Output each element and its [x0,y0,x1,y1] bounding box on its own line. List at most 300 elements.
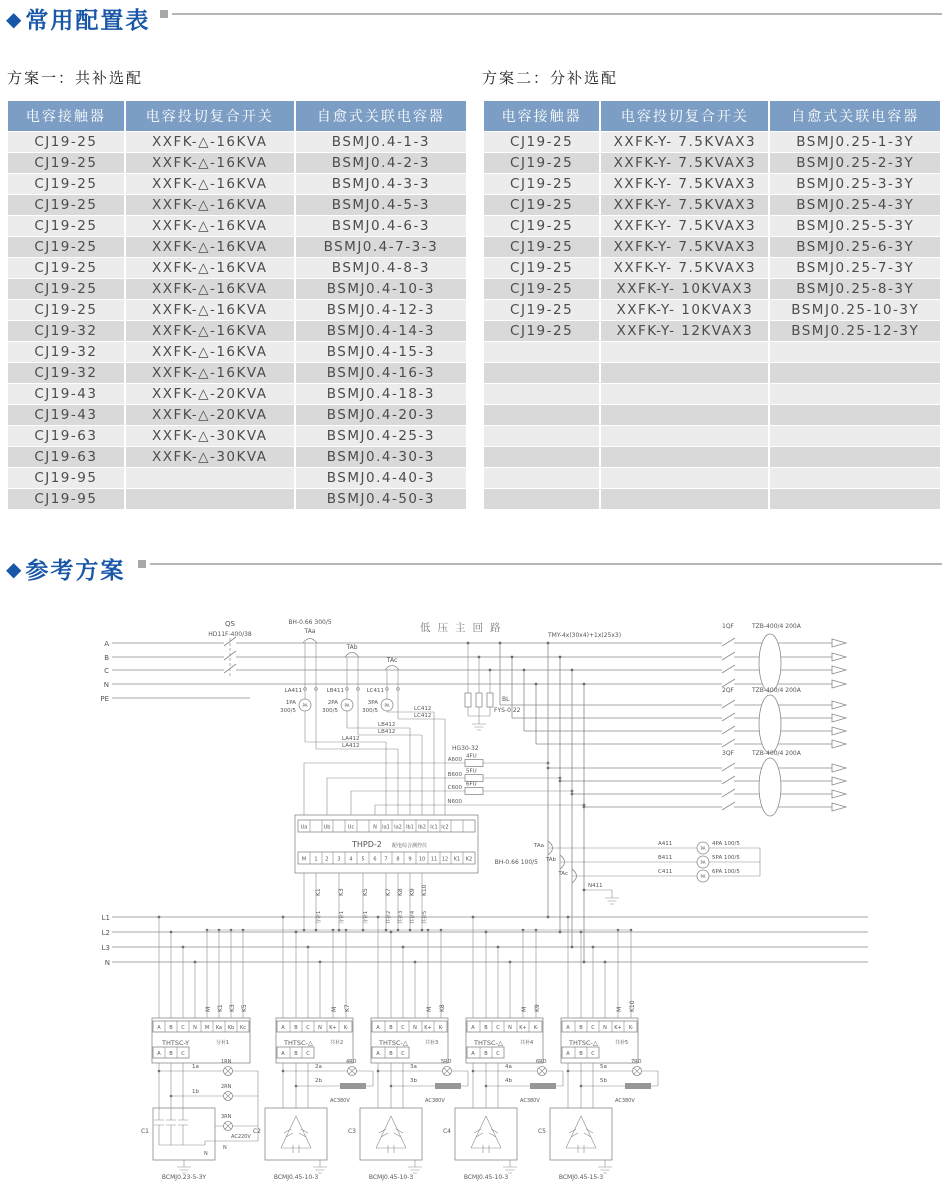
2pa-ratio-label: 300/5 [322,708,338,714]
table-cell: XXFK-Y- 12KVAX3 [601,321,768,341]
table-cell [770,384,940,404]
terminal-b: B [579,1025,583,1031]
table-row [8,279,466,299]
table-cell: BSMJ0.4-2-3 [296,153,466,173]
phase-a-label: A [104,640,109,648]
table-row [484,132,940,152]
m-wire-label: M [426,1006,433,1012]
4pa-label: 4PA 100/5 [712,841,740,847]
table-cell: XXFK-Y- 7.5KVAX3 [601,174,768,194]
terminal-5: 5 [361,856,365,863]
b600-label: B600 [447,772,462,778]
table-cell: CJ19-32 [8,342,124,362]
table-cell: BSMJ0.4-7-3-3 [296,237,466,257]
table-cell: BSMJ0.4-12-3 [296,300,466,320]
terminal-ka: Ka [215,1025,223,1031]
table-cell: BSMJ0.4-18-3 [296,384,466,404]
table-row [484,468,940,488]
ammeters-1pa-2pa-3pa [280,699,393,714]
group3-wire-tag: 共补3 [398,910,404,924]
terminal-ic2: Ic2 [441,824,449,831]
table-row [484,216,940,236]
terminal-a: A [157,1025,161,1031]
table-row [484,342,940,362]
table-row [8,237,466,257]
terminal-c: C [181,1025,185,1031]
terminal-c: C [401,1025,405,1031]
table-cell [601,426,768,446]
tac-100-5-label: TAc [558,871,568,877]
terminal-k1: K1 [453,856,461,863]
terminal-c: C [496,1025,500,1031]
lamp-6rd-label: 6RD [536,1059,547,1065]
tab-100-5-label: TAb [545,857,556,863]
a600-label: A600 [447,757,462,763]
l2-label: L2 [101,929,110,937]
terminal-ib1: Ib1 [406,824,414,831]
table-row [484,195,940,215]
terminal-n: N [413,1025,417,1031]
wire-4b-label: 4b [505,1078,512,1084]
taa-label: TAa [304,628,316,635]
2qf-model-label: TZB-400/4 200A [752,687,801,694]
table-row [484,384,940,404]
terminal-uc: Uc [347,824,355,831]
table-row [8,342,466,362]
table-cell: CJ19-25 [8,300,124,320]
distribution-buses [102,914,868,967]
thtsc-delta-box [276,1018,353,1063]
table-cell: BSMJ0.25-2-3Y [770,153,940,173]
wire-2a-label: 2a [315,1064,322,1070]
ammeter-icon: PA [344,703,350,708]
thpd-subtitle: 配电综合测控仪 [392,843,428,849]
table-cell: XXFK-△-16KVA [126,258,294,278]
table-cell: XXFK-Y- 7.5KVAX3 [601,216,768,236]
terminal-c: C [181,1051,185,1057]
table-cell: CJ19-25 [484,237,599,257]
lb412-label: LB412 [378,722,396,728]
c1-model-label: BCMJ0.23-5-3Y [161,1174,207,1181]
terminal-4: 4 [349,856,353,863]
table-cell: CJ19-25 [8,216,124,236]
section2-title-text: 参考方案 [25,558,126,584]
table-cell: BSMJ0.4-16-3 [296,363,466,383]
table-cell: XXFK-△-16KVA [126,321,294,341]
3qf-model-label: TZB-400/4 200A [752,750,801,757]
table-cell: XXFK-△-16KVA [126,342,294,362]
ammeter-icon: PA [700,860,706,865]
1pa-ratio-label: 300/5 [280,708,296,714]
c2-label: C2 [252,1128,261,1135]
terminal-a: A [566,1051,570,1057]
table-cell: BSMJ0.25-4-3Y [770,195,940,215]
box1-name: THTSC-Y [162,1039,190,1047]
table-cell: XXFK-△-20KVA [126,405,294,425]
table-row [484,153,940,173]
k9-wire-label: K9 [409,888,416,896]
table-header-row [8,101,466,131]
ac380v-label: AC380V [615,1098,635,1104]
phase-pe-label: PE [100,695,109,703]
c600-label: C600 [447,785,462,791]
k1-wire-label: K1 [315,888,322,896]
table-cell: XXFK-Y- 10KVAX3 [601,300,768,320]
taa-100-5-label: TAa [533,843,544,849]
6fu-label: 6FU [466,781,477,788]
terminal-k-plus: K+ [614,1025,622,1031]
group5-output-circuit [567,1059,658,1108]
table-row [8,447,466,467]
c1-n-label: N [204,1151,208,1157]
wire-3b-label: 3b [410,1078,417,1084]
table-row [484,426,940,446]
group1-wire-tag: 分补1 [339,910,345,924]
feeder-2qf [500,687,846,753]
table-cell: CJ19-25 [8,132,124,152]
3pa-ratio-label: 300/5 [362,708,378,714]
col-header-contactor: 电容接触器 [484,101,599,131]
table-cell: BSMJ0.25-5-3Y [770,216,940,236]
ac220v-label: AC220V [231,1134,251,1140]
l3-label: L3 [101,944,110,952]
terminal-a: A [376,1051,380,1057]
current-transformers-100-5 [495,841,760,904]
terminal-b: B [389,1025,393,1031]
ammeter-icon: PA [700,874,706,879]
lc412-label: LC412 [414,713,432,719]
k10-wire-label: K10 [421,884,428,896]
table-cell: XXFK-△-16KVA [126,195,294,215]
thpd-name: THPD-2 [352,840,382,849]
wire-1b-label: 1b [192,1089,199,1095]
table-cell: CJ19-25 [484,195,599,215]
section1-title-text: 常用配置表 [25,8,151,34]
table-cell: CJ19-63 [8,426,124,446]
table-row [8,363,466,383]
terminal-k2: K2 [465,856,473,863]
box3-tag: 共补3 [425,1040,439,1046]
terminal-n: N [508,1025,512,1031]
section1-title [6,2,150,35]
table-row [8,258,466,278]
c2-model-label: BCMJ0.45-10-3 [273,1174,319,1181]
scheme1-subtitle: 方案一：共补选配 [7,69,144,87]
table-cell: BSMJ0.4-5-3 [296,195,466,215]
terminal-c: C [591,1051,595,1057]
table-cell: CJ19-43 [8,384,124,404]
table-cell [484,447,599,467]
table-cell: CJ19-25 [8,153,124,173]
terminal-a: A [157,1051,161,1057]
col-header-capacitor: 自愈式关联电容器 [770,101,940,131]
c1-label: C1 [140,1128,149,1135]
col-header-capacitor: 自愈式关联电容器 [296,101,466,131]
table-cell: BSMJ0.4-10-3 [296,279,466,299]
table-row [8,426,466,446]
lamp-3rn-label: 3RN [221,1114,232,1120]
thtsc-delta-boxes [276,1018,638,1063]
la412-label: LA412 [342,736,360,742]
table-cell [484,342,599,362]
table-row [8,468,466,488]
scheme1-table [6,100,468,510]
table-row [484,489,940,509]
table-cell: CJ19-25 [484,174,599,194]
col-header-contactor: 电容接触器 [8,101,124,131]
table-cell: XXFK-△-16KVA [126,216,294,236]
ammeter-icon: PA [700,846,706,851]
group1-wire-tag: 分补1 [316,910,322,924]
tab-label: TAb [346,644,358,651]
terminal-k-plus: K+ [424,1025,432,1031]
terminal-k-minus: K- [628,1025,634,1031]
table-header-row [484,101,940,131]
group3-output-circuit [377,1059,468,1108]
table-cell [770,342,940,362]
terminal-k-minus: K- [533,1025,539,1031]
terminal-2: 2 [325,856,329,863]
terminal-c: C [306,1025,310,1031]
ac380v-label: AC380V [330,1098,350,1104]
reference-circuit-diagram [0,600,948,1182]
bh-0.66-300-5-label: BH-0.66 300/5 [288,619,332,626]
bh-0.66-100-5-label: BH-0.66 100/5 [494,859,538,866]
k3-wire-label: K3 [229,1004,236,1012]
diamond-bullet-icon: ◆ [6,556,24,581]
table-cell: CJ19-25 [484,321,599,341]
terminal-k-minus: K- [343,1025,349,1031]
diamond-bullet-icon: ◆ [6,6,24,31]
table-cell: CJ19-25 [484,153,599,173]
k9-wire-label: K9 [534,1004,541,1012]
terminal-ia2: Ia2 [394,824,402,831]
table-row [8,195,466,215]
k3-wire-label: K3 [338,888,345,896]
ac380v-label: AC380V [425,1098,445,1104]
terminal-n: N [373,824,377,831]
lc412-label: LC412 [414,706,432,712]
table-cell: CJ19-25 [8,258,124,278]
k7-wire-label: K7 [344,1004,351,1012]
table-cell: XXFK-Y- 7.5KVAX3 [601,258,768,278]
rule-square [138,560,146,568]
table-row [8,153,466,173]
la411-label: LA411 [284,688,302,694]
group4-output-circuit [472,1059,563,1108]
bl-label: BL [502,696,510,703]
table-cell [601,363,768,383]
capacitor-c3 [348,1108,422,1181]
table-cell: BSMJ0.4-15-3 [296,342,466,362]
terminal-7: 7 [384,856,388,863]
terminal-b: B [484,1025,488,1031]
table-cell: BSMJ0.4-8-3 [296,258,466,278]
table-cell [601,489,768,509]
table-cell: BSMJ0.25-8-3Y [770,279,940,299]
l1-label: L1 [101,914,110,922]
a411-label: A411 [658,841,673,847]
capacitor-c1 [141,1108,215,1181]
scheme2-subtitle: 方案二：分补选配 [482,69,619,87]
box2-tag: 共补2 [330,1040,344,1046]
section2-title [6,552,125,585]
table-cell: XXFK-Y- 7.5KVAX3 [601,132,768,152]
terminal-b: B [294,1051,298,1057]
busbar-spec-label: TMY-4x(30x4)+1x(25x3) [548,632,622,639]
terminal-b: B [169,1051,173,1057]
table-cell [484,384,599,404]
box5-tag: 共补5 [615,1040,629,1046]
control-output-wiring [206,873,633,931]
table-cell [601,447,768,467]
terminal-ia1: Ia1 [382,824,390,831]
table-cell: BSMJ0.4-25-3 [296,426,466,446]
1pa-label: 1PA [285,700,296,706]
table-row [484,258,940,278]
terminal-ib2: Ib2 [418,824,426,831]
table-cell: BSMJ0.4-6-3 [296,216,466,236]
group1-wire-tag: 分补1 [363,910,369,924]
k1-wire-label: K1 [217,1004,224,1012]
5pa-label: 5PA 100/5 [712,855,740,861]
group2-wire-tag: 共补2 [386,910,392,924]
table-row [8,489,466,509]
table-row [484,447,940,467]
terminal-c: C [401,1051,405,1057]
table-cell: CJ19-25 [8,279,124,299]
table-cell: CJ19-32 [8,321,124,341]
table-cell: BSMJ0.4-40-3 [296,468,466,488]
table-cell: CJ19-95 [8,489,124,509]
n-bus-label: N [104,959,110,967]
c5-label: C5 [537,1128,546,1135]
terminal-c: C [591,1025,595,1031]
table-cell [601,468,768,488]
rule-square [160,10,168,18]
table-cell: BSMJ0.4-14-3 [296,321,466,341]
table-cell: XXFK-△-16KVA [126,174,294,194]
terminal-c: C [496,1051,500,1057]
table-cell: CJ19-25 [484,216,599,236]
group4-wire-tag: 共补4 [410,910,416,924]
feeder-3qf [548,750,846,816]
table-cell [484,426,599,446]
terminal-k-minus: K- [438,1025,444,1031]
group5-wire-tag: 共补5 [422,910,428,924]
table-row [484,300,940,320]
phase-labels [100,640,109,703]
k10-wire-label: K10 [629,1000,636,1012]
terminal-6: 6 [373,856,377,863]
table-cell: XXFK-Y- 10KVAX3 [601,279,768,299]
table-cell [601,384,768,404]
3pa-label: 3PA [367,700,378,706]
terminal-m: M [301,856,307,863]
wire-4a-label: 4a [505,1064,512,1070]
terminal-a: A [471,1025,475,1031]
table-row [484,405,940,425]
6pa-label: 6PA 100/5 [712,869,740,875]
terminal-n: N [193,1025,197,1031]
capacitor-c2 [253,1108,327,1181]
lamp-5rd-label: 5RD [441,1059,452,1065]
terminal-10: 10 [418,856,426,863]
section2-rule [150,563,942,565]
thtsc-y-box1 [152,1018,250,1063]
c3-label: C3 [347,1128,356,1135]
table-cell: XXFK-△-30KVA [126,447,294,467]
table-cell: BSMJ0.4-20-3 [296,405,466,425]
terminal-b: B [579,1051,583,1057]
n411-label: N411 [588,883,603,889]
5fu-label: 5FU [466,768,477,775]
lamp-1rn-label: 1RN [221,1059,232,1065]
box1-tag: 分补1 [216,1040,230,1046]
k8-wire-label: K8 [439,1004,446,1012]
3qf-label: 3QF [722,750,734,757]
scheme2-table [482,100,942,510]
terminal-b: B [484,1051,488,1057]
phase-c-label: C [104,667,109,675]
table-cell: XXFK-△-16KVA [126,363,294,383]
phase-b-label: B [104,654,109,662]
table-cell [770,363,940,383]
2qf-label: 2QF [722,687,734,694]
group2-output-circuit [282,1059,373,1108]
terminal-n: N [603,1025,607,1031]
c5-model-label: BCMJ0.45-15-3 [558,1174,604,1181]
c411-label: C411 [658,869,673,875]
lamp-4rd-label: 4RD [346,1059,357,1065]
table-row [484,174,940,194]
table-cell: CJ19-25 [484,279,599,299]
tac-label: TAc [386,657,398,664]
terminal-n: N [318,1025,322,1031]
wire-2b-label: 2b [315,1078,322,1084]
qs-isolator-switch [208,620,252,676]
terminal-k-plus: K+ [329,1025,337,1031]
n-wire-label: N [223,1145,227,1151]
phase-n-label: N [103,681,109,689]
lb411-label: LB411 [326,688,344,694]
box3-name: THTSC-△ [379,1039,408,1047]
table-cell: XXFK-△-16KVA [126,132,294,152]
thtsc-delta-box [561,1018,638,1063]
n600-label: N600 [447,799,462,805]
thtsc-delta-box [466,1018,543,1063]
table-cell: BSMJ0.4-30-3 [296,447,466,467]
table-row [484,279,940,299]
table-cell [484,405,599,425]
section1-rule [172,13,942,15]
wire-5a-label: 5a [600,1064,607,1070]
table-cell: BSMJ0.25-12-3Y [770,321,940,341]
ammeter-icon: PA [384,703,390,708]
table-cell: BSMJ0.25-10-3Y [770,300,940,320]
table-cell: XXFK-△-16KVA [126,237,294,257]
table-cell: CJ19-25 [484,132,599,152]
terminal-a: A [281,1025,285,1031]
terminal-c: C [306,1051,310,1057]
table-cell: XXFK-Y- 7.5KVAX3 [601,195,768,215]
table-row [8,321,466,341]
col-header-switch: 电容投切复合开关 [601,101,768,131]
table-cell: CJ19-63 [8,447,124,467]
terminal-m: M [204,1025,210,1031]
ammeter-icon: PA [302,703,308,708]
c3-model-label: BCMJ0.45-10-3 [368,1174,414,1181]
